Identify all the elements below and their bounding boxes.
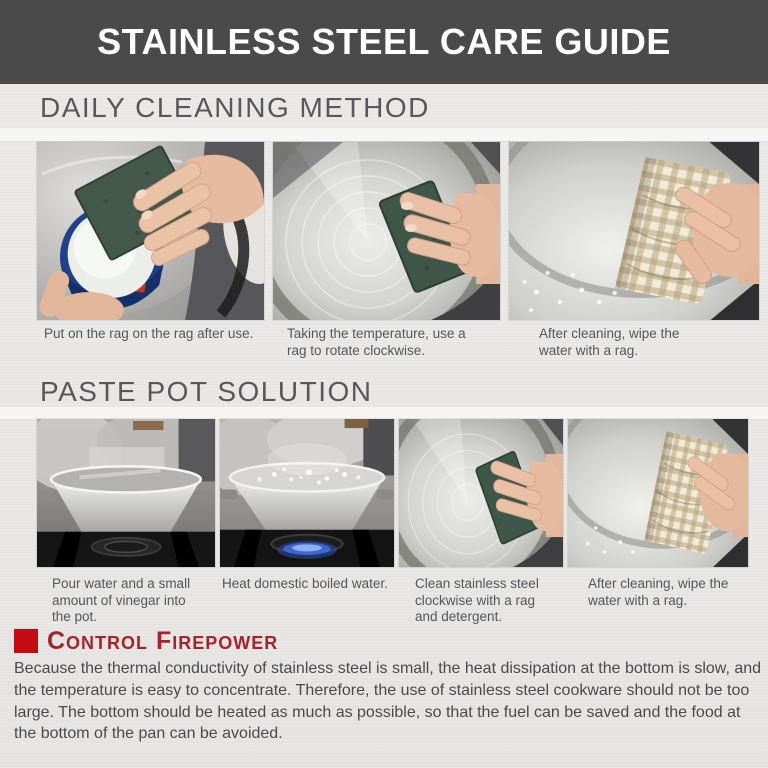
divider-strip (0, 407, 768, 419)
banner (0, 0, 768, 84)
daily-caption-row (37, 326, 759, 359)
section-paste-heading: PASTE POT SOLUTION (40, 376, 373, 407)
photo-put-paste-on-pad (37, 142, 264, 320)
page-title: STAINLESS STEEL CARE GUIDE (97, 21, 671, 62)
pan-towel-illustration (568, 419, 748, 567)
gas-stove-icon (37, 532, 215, 567)
caption-step-1: Put on the rag on the rag after use. (44, 326, 254, 341)
divider-strip (0, 128, 768, 141)
gas-stove-flame-icon (220, 530, 394, 567)
red-square-icon (14, 629, 38, 653)
photo-scrub-clockwise (273, 142, 500, 320)
pan-towel-illustration (509, 142, 759, 320)
caption-step-6: Clean stainless steel clockwise with a rag and detergent. (415, 576, 539, 624)
pan-scrub-illustration (273, 142, 500, 320)
photo-wipe-water-rag (568, 419, 748, 567)
firepower-heading: Control Firepower (47, 627, 279, 655)
paste-caption-row (37, 576, 748, 626)
pot-on-stove-illustration (37, 419, 215, 567)
caption-step-4: Pour water and a small amount of vinegar into the pot. (52, 576, 191, 624)
caption-step-5: Heat domestic boiled water. (222, 576, 388, 591)
caption-step-7: After cleaning, wipe the water with a rag. (588, 576, 729, 608)
section-daily-heading: DAILY CLEANING METHOD (40, 92, 430, 123)
daily-photo-row (37, 142, 759, 320)
photo-clean-with-detergent (399, 419, 563, 567)
photo-pour-water-vinegar (37, 419, 215, 567)
paste-tub-illustration (37, 142, 264, 320)
paste-photo-row (37, 419, 748, 567)
firepower-paragraph: Because the thermal conductivity of stainless steel is small, the heat dissipation at the bottom is slow, and the temperature is easy to concentrate. Therefore, the use of stainless steel cookware should not be too large. The bottom should be heated as much as possible, so that the fuel can be saved and the food at the bottom of the pan can be avoided. (14, 660, 762, 743)
boiling-pot-illustration (220, 419, 394, 567)
firepower-heading-row (14, 629, 278, 653)
photo-wipe-with-rag (509, 142, 759, 320)
pan-scrub-illustration (399, 419, 563, 567)
caption-step-2: Taking the temperature, use a rag to rotate clockwise. (287, 326, 466, 358)
photo-heat-boiled-water (220, 419, 394, 567)
caption-step-3: After cleaning, wipe the water with a rag. (539, 326, 680, 358)
